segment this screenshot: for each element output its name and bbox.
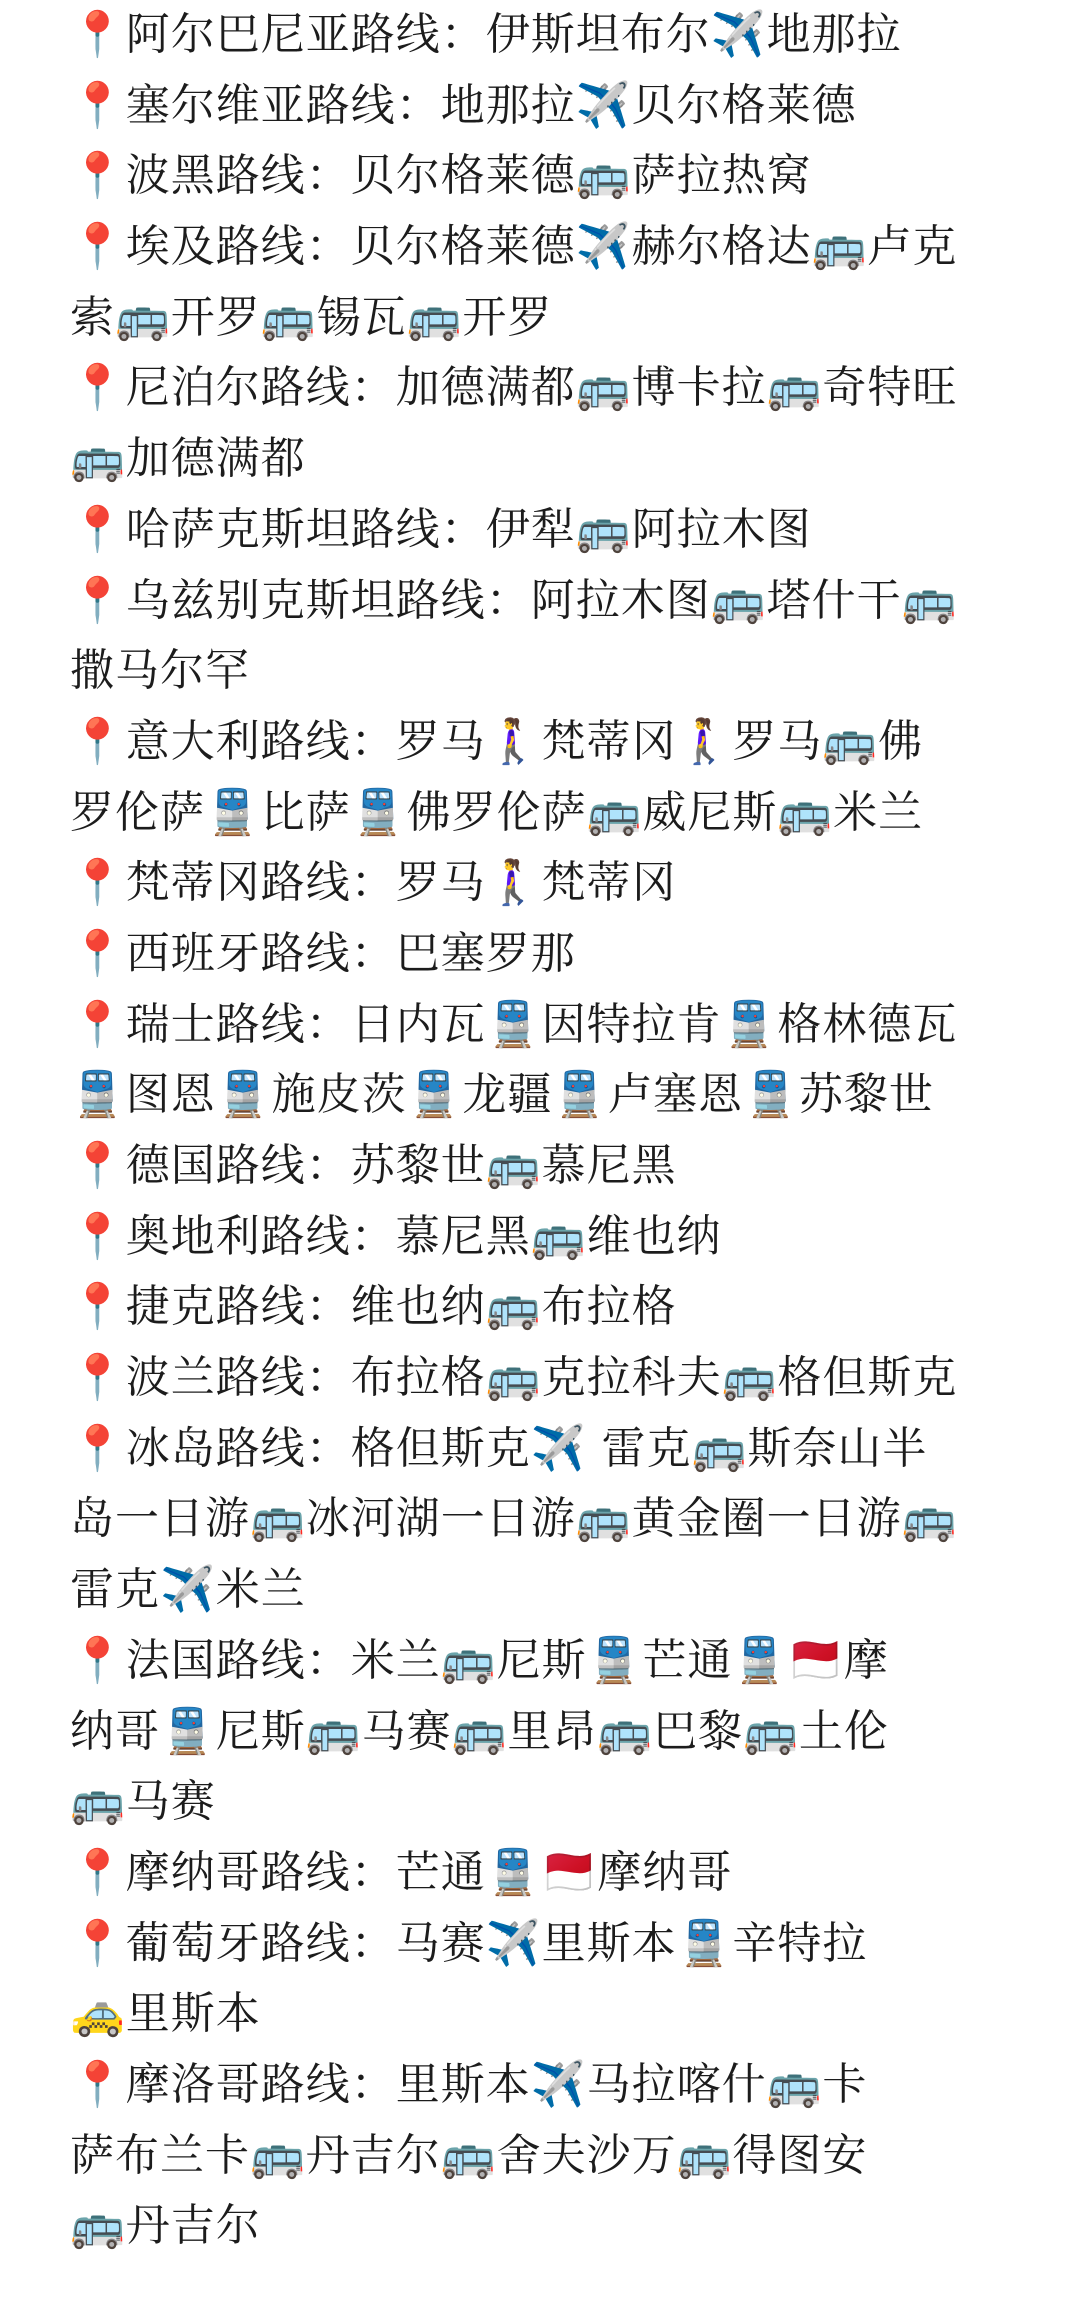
text-line: 📍葡萄牙路线：马赛✈️里斯本🚆辛特拉 bbox=[70, 1917, 868, 1969]
text-line: 📍摩纳哥路线：芒通🚆🇲🇨摩纳哥 bbox=[70, 1846, 733, 1898]
text-line: 📍捷克路线：维也纳🚌布拉格 bbox=[70, 1281, 677, 1333]
text-line: 雷克✈️米兰 bbox=[70, 1564, 306, 1616]
text-line: 📍法国路线：米兰🚌尼斯🚆芒通🚆🇲🇨摩 bbox=[70, 1634, 889, 1686]
text-line: 📍摩洛哥路线：里斯本✈️马拉喀什🚌卡 bbox=[70, 2058, 868, 2110]
text-line: 📍梵蒂冈路线：罗马🚶‍♀️梵蒂冈 bbox=[70, 857, 677, 909]
text-line: 岛一日游🚌冰河湖一日游🚌黄金圈一日游🚌 bbox=[70, 1493, 958, 1545]
text-line: 📍冰岛路线：格但斯克✈️ 雷克🚌斯奈山半 bbox=[70, 1422, 928, 1474]
text-line: 📍德国路线：苏黎世🚌慕尼黑 bbox=[70, 1140, 677, 1191]
text-line: 📍尼泊尔路线：加德满都🚌博卡拉🚌奇特旺 bbox=[70, 362, 958, 414]
text-line: 📍乌兹别克斯坦路线：阿拉木图🚌塔什干🚌 bbox=[70, 574, 958, 626]
text-line: 📍阿尔巴尼亚路线：伊斯坦布尔✈️地那拉 bbox=[70, 9, 902, 60]
text-line: 🚌加德满都 bbox=[70, 433, 306, 485]
text-line: 📍西班牙路线：巴塞罗那 bbox=[70, 927, 576, 979]
text-line: 📍哈萨克斯坦路线：伊犁🚌阿拉木图 bbox=[70, 503, 812, 555]
text-line: 🚕里斯本 bbox=[70, 1988, 261, 2040]
text-line: 索🚌开罗🚌锡瓦🚌开罗 bbox=[70, 291, 553, 343]
route-list bbox=[70, 0, 1030, 2262]
text-line: 📍埃及路线：贝尔格莱德✈️赫尔格达🚌卢克 bbox=[70, 221, 958, 273]
text-line: 📍瑞士路线：日内瓦🚆因特拉肯🚆格林德瓦 bbox=[70, 998, 958, 1050]
text-line: 📍波兰路线：布拉格🚌克拉科夫🚌格但斯克 bbox=[70, 1352, 958, 1404]
text-line: 🚌丹吉尔 bbox=[70, 2200, 261, 2252]
text-line: 撒马尔罕 bbox=[70, 645, 250, 697]
text-line: 📍波黑路线：贝尔格莱德🚌萨拉热窝 bbox=[70, 150, 812, 202]
text-line: 纳哥🚆尼斯🚌马赛🚌里昂🚌巴黎🚌土伦 bbox=[70, 1705, 889, 1757]
text-line: 萨布兰卡🚌丹吉尔🚌舍夫沙万🚌得图安 bbox=[70, 2129, 868, 2181]
text-line: 📍意大利路线：罗马🚶‍♀️梵蒂冈🚶‍♀️罗马🚌佛 bbox=[70, 715, 924, 767]
text-line: 罗伦萨🚆比萨🚆佛罗伦萨🚌威尼斯🚌米兰 bbox=[70, 786, 924, 838]
text-line: 📍塞尔维亚路线：地那拉✈️贝尔格莱德 bbox=[70, 79, 857, 131]
text-line: 📍奥地利路线：慕尼黑🚌维也纳 bbox=[70, 1210, 722, 1262]
text-line: 🚆图恩🚆施皮茨🚆龙疆🚆卢塞恩🚆苏黎世 bbox=[70, 1069, 934, 1121]
text-line: 🚌马赛 bbox=[70, 1776, 216, 1828]
